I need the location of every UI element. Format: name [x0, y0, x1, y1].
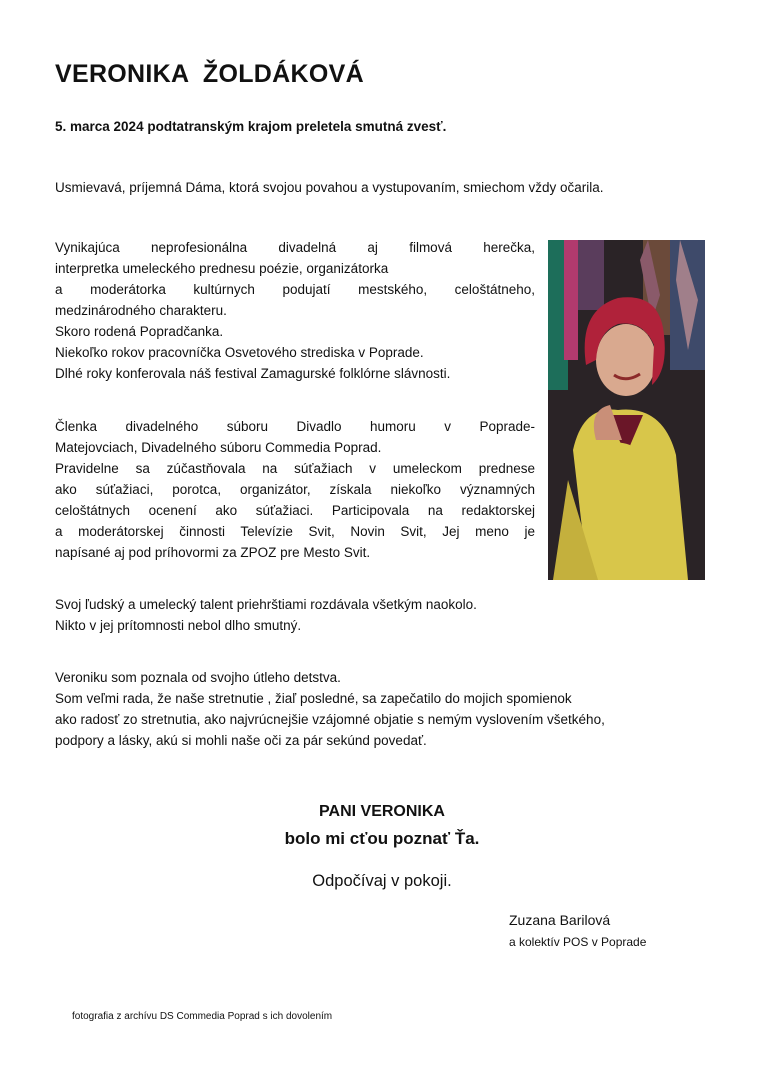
text-line: Niekoľko rokov pracovníčka Osvetového strediska v Poprade.: [55, 345, 424, 360]
memory-paragraph: [55, 667, 715, 751]
text-line: Skoro rodená Popradčanka.: [55, 324, 224, 339]
text-line: ako súťažiaci, porotca, organizátor, získala niekoľko významných: [55, 482, 535, 497]
text-line: Pravidelne sa zúčastňovala na súťažiach v umeleckom prednese: [55, 461, 535, 476]
talent-paragraph: [55, 594, 715, 636]
biography-paragraph-1: [55, 237, 535, 384]
text-line: Dlhé roky konferovala náš festival Zamagurské folklórne slávnosti.: [55, 366, 451, 381]
text-line: Svoj ľudský a umelecký talent priehrštiami rozdávala všetkým naokolo.: [55, 597, 477, 612]
subtitle: 5. marca 2024 podtatranským krajom preletela smutná zvesť.: [55, 119, 447, 134]
text-line: interpretka umeleckého prednesu poézie, organizátorka: [55, 261, 389, 276]
text-line: Veroniku som poznala od svojho útleho detstva.: [55, 670, 341, 685]
text-line: ako radosť zo stretnutia, ako najvrúcnejšie vzájomné objatie s nemým vyslovením všetkého,: [55, 712, 605, 727]
portrait-photo: [548, 240, 705, 580]
intro-paragraph: Usmievavá, príjemná Dáma, ktorá svojou povahou a vystupovaním, smiechom vždy očarila.: [55, 180, 604, 195]
text-line: Členka divadelného súboru Divadlo humoru v Poprade-: [55, 419, 535, 434]
text-line: Matejovciach, Divadelného súboru Commedia Poprad.: [55, 440, 382, 455]
text-line: Nikto v jej prítomnosti nebol dlho smutný.: [55, 618, 302, 633]
closing-line-1: PANI VERONIKA: [319, 803, 445, 820]
text-line: celoštátnych ocenení ako súťažiaci. Participovala na redaktorskej: [55, 503, 535, 518]
text-line: Vynikajúca neprofesionálna divadelná aj filmová herečka,: [55, 240, 535, 255]
biography-paragraph-2: [55, 416, 535, 563]
page-title: VERONIKA ŽOLDÁKOVÁ: [55, 60, 364, 88]
text-line: napísané aj pod príhovormi za ZPOZ pre Mesto Svit.: [55, 545, 371, 560]
text-line: podpory a lásky, akú si mohli naše oči za pár sekúnd povedať.: [55, 733, 427, 748]
text-line: medzinárodného charakteru.: [55, 303, 227, 318]
closing-line-3: Odpočívaj v pokoji.: [312, 872, 452, 890]
closing-line-2: bolo mi cťou poznať Ťa.: [284, 829, 480, 848]
text-line: a moderátorskej činnosti Televízie Svit, Novin Svit, Jej meno je: [55, 524, 535, 539]
photo-credit: fotografia z archívu DS Commedia Poprad s ich dovolením: [72, 1011, 333, 1022]
text-line: Som veľmi rada, že naše stretnutie , žiaľ posledné, sa zapečatilo do mojich spomienok: [55, 691, 572, 706]
text-line: a moderátorka kultúrnych podujatí mestského, celoštátneho,: [55, 282, 535, 297]
portrait-illustration: [548, 240, 705, 580]
signature-group: a kolektív POS v Poprade: [509, 935, 647, 949]
signature-name: Zuzana Barilová: [509, 912, 611, 928]
